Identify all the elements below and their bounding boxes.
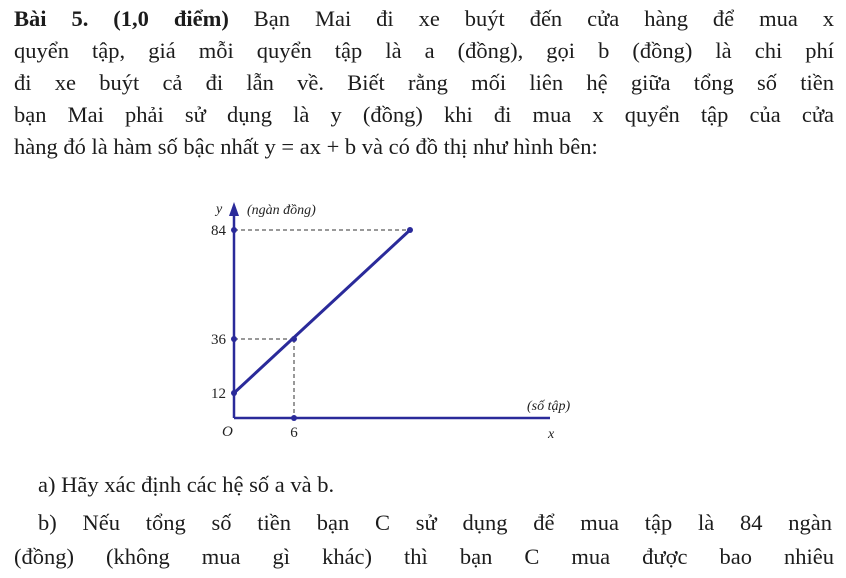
y-tick-84: 84 <box>211 223 226 239</box>
point-y-84 <box>231 227 237 233</box>
point-6-36 <box>291 336 297 342</box>
point-y-12 <box>231 390 237 396</box>
x-unit-label: (số tập) <box>527 399 571 414</box>
y-unit-label: (ngàn đồng) <box>247 203 316 218</box>
problem-line-4: bạn Mai phải sử dụng là y (đồng) khi đi mua x quyển tập của cửa <box>14 102 834 127</box>
x-axis-label: x <box>548 427 555 442</box>
point-end <box>407 227 413 233</box>
x-tick-6: 6 <box>290 425 298 441</box>
problem-line-5: hàng đó là hàm số bậc nhất y = ax + b và có đồ thị như hình bên: <box>14 134 598 159</box>
question-a: a) Hãy xác định các hệ số a và b. <box>38 472 335 497</box>
y-axis-label: y <box>216 202 223 217</box>
question-b-line-2: (đồng) (không mua gì khác) thì bạn C mua được bao nhiêu <box>14 544 834 569</box>
problem-line-1 <box>14 4 834 34</box>
origin-label: O <box>222 424 233 440</box>
y-tick-36: 36 <box>211 332 226 348</box>
y-axis-arrow <box>229 202 239 216</box>
point-x-6 <box>291 415 297 421</box>
function-graph <box>190 196 620 446</box>
problem-text-1: Bạn Mai đi xe buýt đến cửa hàng để mua x <box>253 6 835 31</box>
question-b-line-1: b) Nếu tổng số tiền bạn C sử dụng để mua tập là 84 ngàn <box>38 510 832 535</box>
problem-line-3: đi xe buýt cả đi lẫn về. Biết rằng mối liên hệ giữa tổng số tiền <box>14 70 834 95</box>
y-tick-12: 12 <box>211 386 226 402</box>
point-y-36 <box>231 336 237 342</box>
function-line <box>234 230 410 393</box>
problem-title: Bài 5. (1,0 điểm) <box>14 6 229 31</box>
problem-line-2: quyển tập, giá mỗi quyển tập là a (đồng), gọi b (đồng) là chi phí <box>14 38 834 63</box>
